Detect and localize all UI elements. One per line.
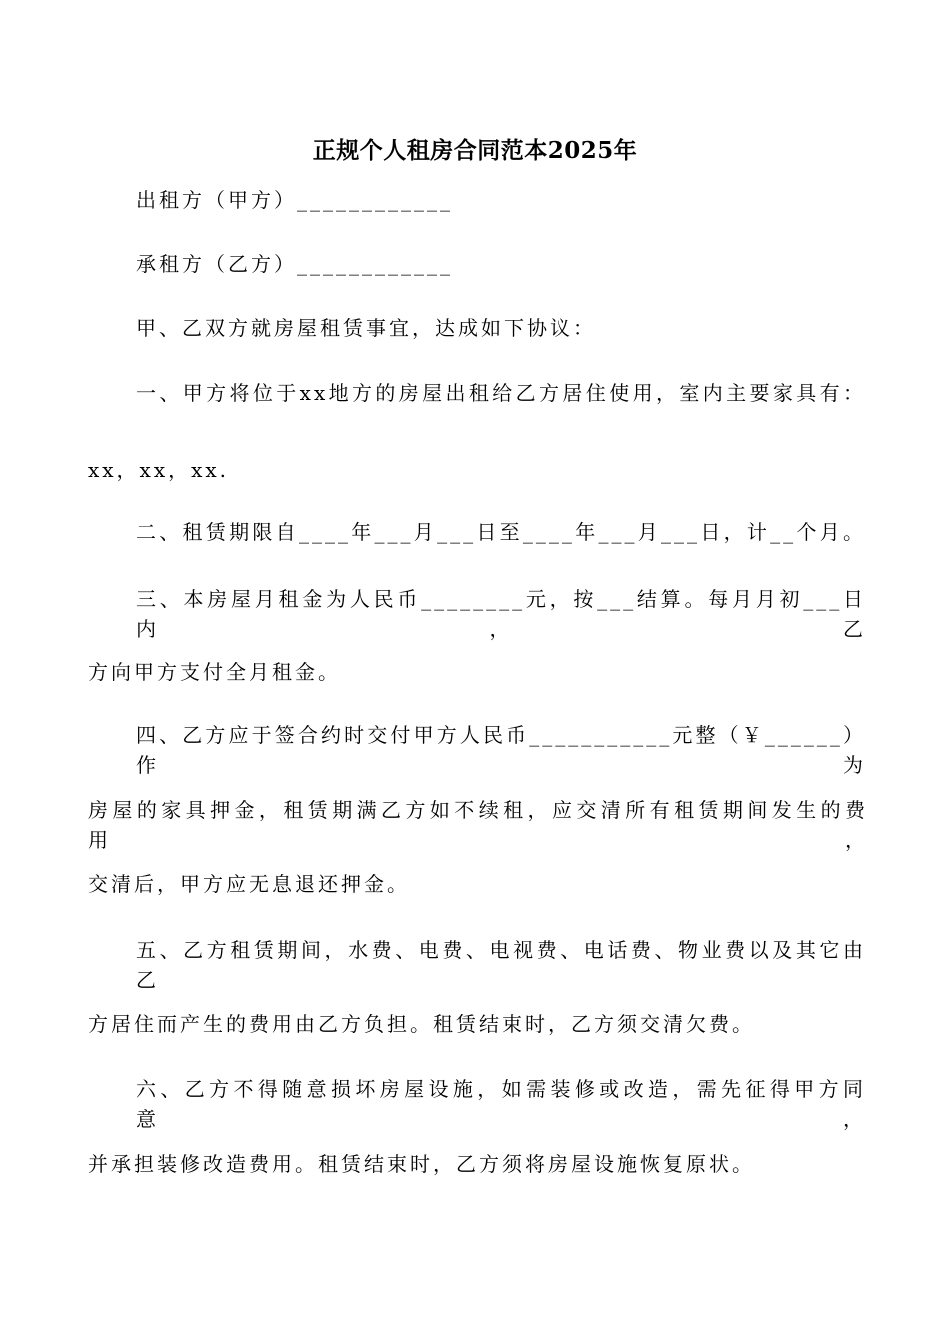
- clause-2: 二、租赁期限自____年___月___日至____年___月___日，计__个月。: [136, 520, 866, 544]
- clause-5-line-2: 方居住而产生的费用由乙方负担。租赁结束时，乙方须交清欠费。: [88, 1012, 755, 1036]
- clause-6-line-2: 并承担装修改造费用。租赁结束时，乙方须将房屋设施恢复原状。: [88, 1152, 755, 1176]
- agreement-intro: 甲、乙双方就房屋租赁事宜，达成如下协议：: [136, 316, 596, 340]
- clause-3-line-2: 方向甲方支付全月租金。: [88, 660, 341, 684]
- clause-5-line-1: 五、乙方租赁期间，水费、电费、电视费、电话费、物业费以及其它由乙: [136, 938, 866, 992]
- clause-6-line-1: 六、乙方不得随意损坏房屋设施，如需装修或改造，需先征得甲方同意，: [136, 1077, 866, 1131]
- clause-4-line-2: 房屋的家具押金，租赁期满乙方如不续租，应交清所有租赁期间发生的费用，: [88, 798, 868, 852]
- clause-4-line-1: 四、乙方应于签合约时交付甲方人民币___________元整（￥______）作为: [136, 723, 866, 777]
- lessor-line: 出租方（甲方）____________: [136, 188, 453, 212]
- lessee-line: 承租方（乙方）____________: [136, 252, 453, 276]
- clause-3-line-1: 三、本房屋月租金为人民币________元，按___结算。每月月初___日内，乙: [136, 587, 866, 641]
- document-title: 正规个人租房合同范本2025年: [312, 137, 638, 164]
- clause-1-line-2: xx，xx，xx.: [88, 458, 230, 482]
- clause-4-line-3: 交清后，甲方应无息退还押金。: [88, 872, 410, 896]
- clause-1-line-1: 一、甲方将位于xx地方的房屋出租给乙方居住使用，室内主要家具有：: [136, 381, 866, 405]
